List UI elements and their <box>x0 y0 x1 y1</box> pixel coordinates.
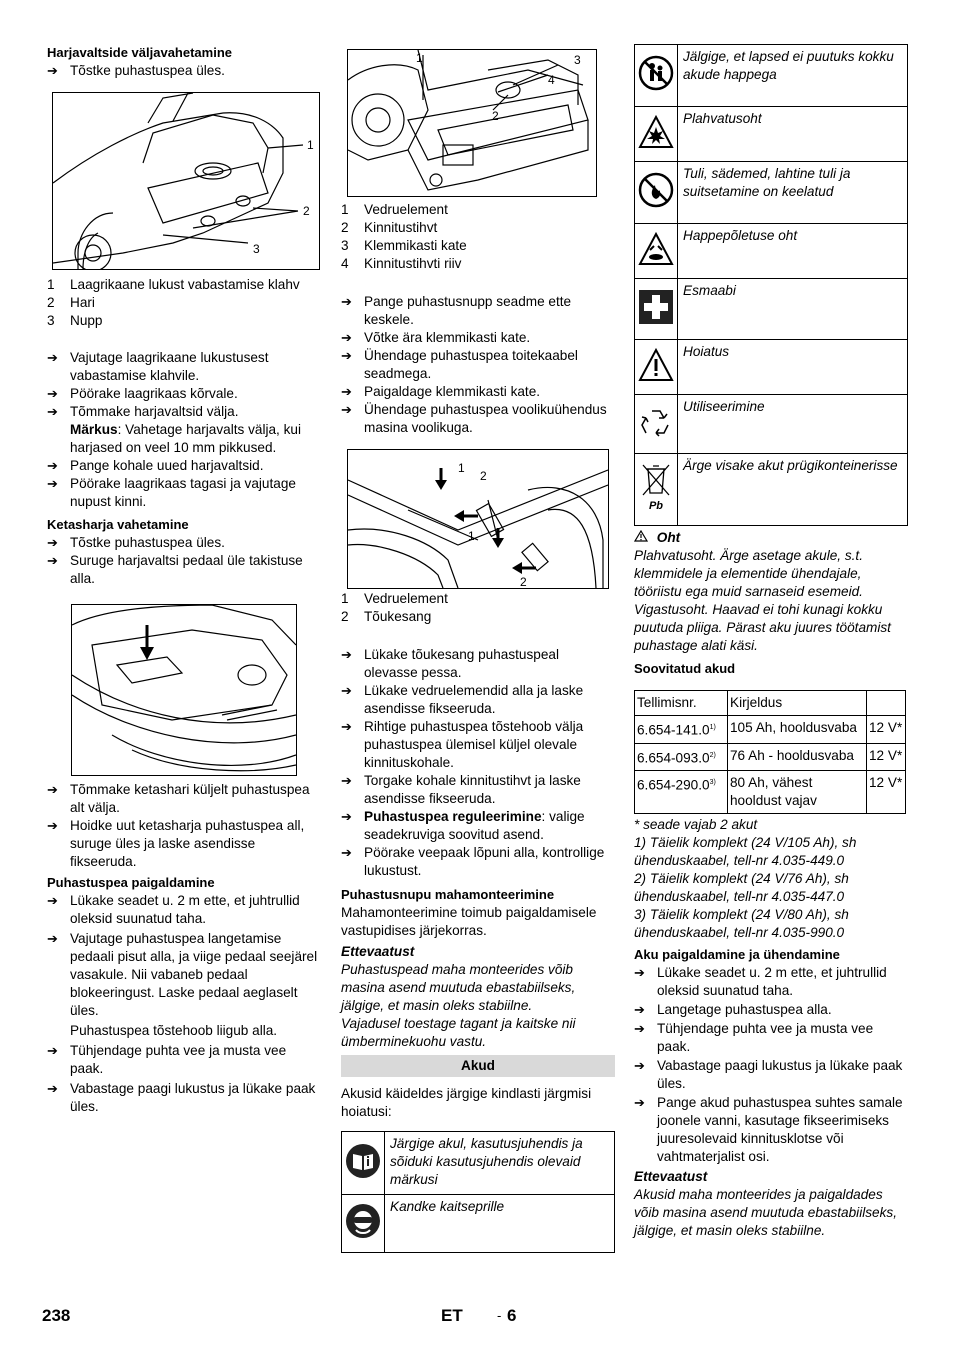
legend-4 <box>341 590 615 626</box>
danger-text: Plahvatusoht. Ärge asetage akule, s.t. klemmidele ja elementide ühendajale, tööriistu ega muid sarnaseid esemeid. Vigastusoht. Haavad ei tohi kunagi kokku puutuda pliiga. Pärast aku juures töötamist puhastage alati käsi. <box>634 548 891 653</box>
step: ➔ Langetage puhastuspea alla. <box>634 1002 832 1018</box>
explosion-icon <box>635 107 678 162</box>
symbol-table <box>634 44 908 526</box>
figure-brush-roller <box>52 92 320 270</box>
step: ➔ Pöörake veepaak lõpuni alla, kontrollige lukustust. <box>341 845 605 878</box>
callout-3: 3 <box>574 53 581 67</box>
symbol-row: Pb Ärge visake akut prügikonteinerisse <box>635 454 908 526</box>
language-code: ET <box>441 1306 463 1325</box>
step: ➔ Vajutage puhastuspea langetamise pedaali pisut alla, ja viige pedaal seejärel vasakule. Nii vabaneb pedaal blokeeringust. Laske pedaal aeglaselt üles. <box>47 931 318 1018</box>
steps-group <box>341 646 615 880</box>
symbol-row: Esmaabi <box>635 279 908 340</box>
legend-item: 4 Kinnitustihvti riiv <box>341 256 462 271</box>
steps-group <box>47 349 319 511</box>
legend-item: 1 Vedruelement <box>341 202 448 217</box>
column-1 <box>47 44 319 1116</box>
safety-goggles-icon <box>342 1195 385 1253</box>
step: ➔ Pöörake laagrikaas tagasi ja vajutage nupust kinni. <box>47 476 296 509</box>
caution-text-2: Vajadusel toestage tagant ja kaitske nii ümberminekuohu vastu. <box>341 1016 576 1049</box>
step: ➔ Tühjendage puhta vee ja musta vee paak. <box>47 1043 287 1076</box>
step: ➔ Pange kohale uued harjavaltsid. <box>47 458 264 473</box>
table-header-row: Tellimisnr. Kirjeldus <box>635 691 906 716</box>
paragraph: Mahamonteerimine toimub paigaldamisele vastupidises järjekorras. <box>341 905 597 938</box>
legend-item: 3 Nupp <box>47 313 103 328</box>
step: ➔ Lükake seadet u. 2 m ette, et juhtrullid oleksid suunatud taha. <box>634 965 887 999</box>
symbol-row: Utiliseerimine <box>635 395 908 454</box>
symbol-row: Tuli, sädemed, lahtine tuli ja suitsetamine on keelatud <box>635 162 908 224</box>
symbol-row: Happepõletuse oht <box>635 224 908 279</box>
symbol-row: Hoiatus <box>635 340 908 395</box>
no-fire-icon <box>635 162 678 224</box>
step: ➔ Ühendage puhastuspea toitekaabel seadmega. <box>341 348 578 381</box>
heading-brush-roller-replace: Harjavaltside väljavahetamine <box>47 45 232 60</box>
no-bin-pb-icon <box>635 454 678 526</box>
step: ➔ Suruge harjavaltsi pedaal üle takistuse alla. <box>47 553 303 586</box>
legend-item: 2 Hari <box>47 295 95 310</box>
step: ➔ Tõstke puhastuspea üles. <box>47 535 225 550</box>
section-band-batteries: Akud <box>341 1055 615 1077</box>
caution-label: Ettevaatust <box>634 1169 708 1185</box>
legend-item: 3 Klemmikasti kate <box>341 238 467 253</box>
step: ➔ Vajutage laagrikaane lukustusest vabastamise klahvile. <box>47 350 269 383</box>
footer-separator: - <box>497 1308 502 1323</box>
figure-push-handle <box>347 449 609 589</box>
legend-item: 2 Kinnitustihvt <box>341 220 438 235</box>
step: ➔ Rihtige puhastuspea tõstehoob välja puhastuspea ülemisel küljel olevale kinnituskohale. <box>341 719 584 770</box>
callout-1: 1 <box>307 138 314 152</box>
callout-4: 4 <box>548 73 555 87</box>
step: ➔ Vabastage paagi lukustus ja lükake paak üles. <box>634 1058 903 1092</box>
table-row: 6.654-290.0$^{3)}$ 80 Ah, vähest hooldust vajav 12 V* <box>635 771 906 814</box>
caution-text: Puhastuspead maha monteerides võib masina asend muutuda ebastabiilseks, jälgige, et masin oleks stabiilne. <box>341 962 576 1013</box>
callout-2: 2 <box>492 109 499 123</box>
danger-label: Oht <box>634 529 908 547</box>
legend-item: 1 Laagrikaane lukust vabastamise klahv <box>47 277 300 292</box>
arrow-icon: ➔ <box>47 63 58 78</box>
step: ➔ Torgake kohale kinnitustihvt ja laske asendisse fikseeruda. <box>341 773 581 806</box>
step: ➔ Tõstke puhastuspea üles. <box>47 63 225 78</box>
step: ➔ Lükake seadet u. 2 m ette, et juhtrullid oleksid suunatud taha. <box>47 893 300 926</box>
symbol-row: Plahvatusoht <box>635 107 908 162</box>
figure-disc-brush <box>71 604 297 776</box>
paragraph: Akusid käideldes järgige kindlasti järgmisi hoiatusi: <box>341 1086 592 1119</box>
step: ➔ Ühendage puhastuspea voolikuühendus masina voolikuga. <box>341 402 607 435</box>
caution-text: Akusid maha monteerides ja paigaldades võib masina asend muutuda ebastabiilseks, jälgige, et masin oleks stabiilne. <box>634 1187 897 1239</box>
heading-head-removal: Puhastusnupu mahamonteerimine <box>341 887 555 902</box>
step: ➔ Võtke ära klemmikasti kate. <box>341 330 531 345</box>
callout-1: 1 <box>416 51 423 65</box>
step: ➔ Tühjendage puhta vee ja musta vee paak. <box>634 1021 874 1055</box>
legend-3 <box>341 201 615 273</box>
symbol-row: Järgige akul, kasutusjuhendis ja sõiduki kasutusjuhendis olevaid märkusi <box>342 1132 615 1195</box>
callout-1b: 1 <box>468 529 475 543</box>
callout-2: 2 <box>303 204 310 218</box>
callout-2b: 2 <box>520 575 527 588</box>
book-info-icon <box>342 1132 385 1195</box>
recycling-icon <box>635 395 678 454</box>
battery-table <box>634 690 906 814</box>
heading-head-install: Puhastuspea paigaldamine <box>47 875 215 890</box>
table-row: 6.654-141.0$^{1)}$ 105 Ah, hooldusvaba 12 V* <box>635 716 906 744</box>
step: ➔ Lükake tõukesang puhastuspeal olevasse pessa. <box>341 647 559 680</box>
heading-disc-brush: Ketasharja vahetamine <box>47 517 189 532</box>
symbol-table <box>341 1131 615 1253</box>
caution-label: Ettevaatust <box>341 944 415 959</box>
step: ➔ Lükake vedruelemendid alla ja laske asendisse fikseeruda. <box>341 683 584 716</box>
callout-2: 2 <box>480 469 487 483</box>
step: ➔ Hoidke uut ketasharja puhastuspea all, suruge üles ja laske asendisse fikseeruda. <box>47 818 305 869</box>
symbol-row: Jälgige, et lapsed ei puutuks kokku akude happega <box>635 45 908 107</box>
heading-recommended-batteries: Soovitatud akud <box>634 661 736 676</box>
table-row: 6.654-093.0$^{2)}$ 76 Ah - hooldusvaba 12 V* <box>635 743 906 771</box>
column-2 <box>341 44 615 1253</box>
acid-burn-icon <box>635 224 678 279</box>
step: ➔ Tõmmake ketashari küljelt puhastuspea alt välja. <box>47 782 310 815</box>
step: ➔ Pange akud puhastuspea suhtes samale joonele vanni, kasutage fikseerimiseks juuresolevaid kinnitusklotse või vahtmaterjalist osi. <box>634 1095 903 1165</box>
note: Märkus: Vahetage harjavalts välja, kui harjased on veel 10 mm pikkused. <box>70 422 301 455</box>
callout-1: 1 <box>458 461 465 475</box>
legend-item: 2 Tõukesang <box>341 609 432 624</box>
table-notes: * seade vajab 2 akut 1) Täielik komplekt (24 V/105 Ah), sh ühenduskaabel, tell-nr 4.035-449.0 2) Täielik komplekt (24 V/76 Ah), sh ühenduskaabel, tell-nr 4.035-447.0 3) Täielik komplekt (24 V/80 Ah), sh ühenduskaabel, tell-nr 4.035-990.0 <box>634 817 857 941</box>
step: ➔ Pöörake laagrikaas kõrvale. <box>47 386 238 401</box>
column-3 <box>634 44 908 1240</box>
keep-children-away-icon <box>635 45 678 107</box>
warning-icon <box>634 530 648 545</box>
symbol-row: Kandke kaitseprille <box>342 1195 615 1253</box>
heading-battery-install: Aku paigaldamine ja ühendamine <box>634 947 840 963</box>
page-number: 238 <box>42 1306 71 1325</box>
steps-group <box>341 293 615 437</box>
svg-text:Pb: Pb <box>648 500 664 512</box>
figure-terminal-box <box>347 49 597 197</box>
legend-item: 1 Vedruelement <box>341 591 448 606</box>
first-aid-icon <box>635 279 678 340</box>
warning-icon <box>635 340 678 395</box>
section-page-number: 6 <box>507 1306 517 1325</box>
legend-1 <box>47 276 319 330</box>
step: ➔ Pange puhastusnupp seadme ette keskele. <box>341 294 572 327</box>
step: ➔ Vabastage paagi lukustus ja lükake paak üles. <box>47 1081 316 1114</box>
callout-3: 3 <box>253 242 260 256</box>
step: ➔ Puhastuspea reguleerimine: valige seadekruviga soovitud asend. <box>341 809 585 842</box>
step: ➔ Paigaldage klemmikasti kate. <box>341 384 541 399</box>
steps-group <box>47 781 319 871</box>
step: ➔ Tõmmake harjavaltsid välja. <box>47 404 239 419</box>
plain-text: Puhastuspea tõstehoob liigub alla. <box>70 1023 278 1038</box>
